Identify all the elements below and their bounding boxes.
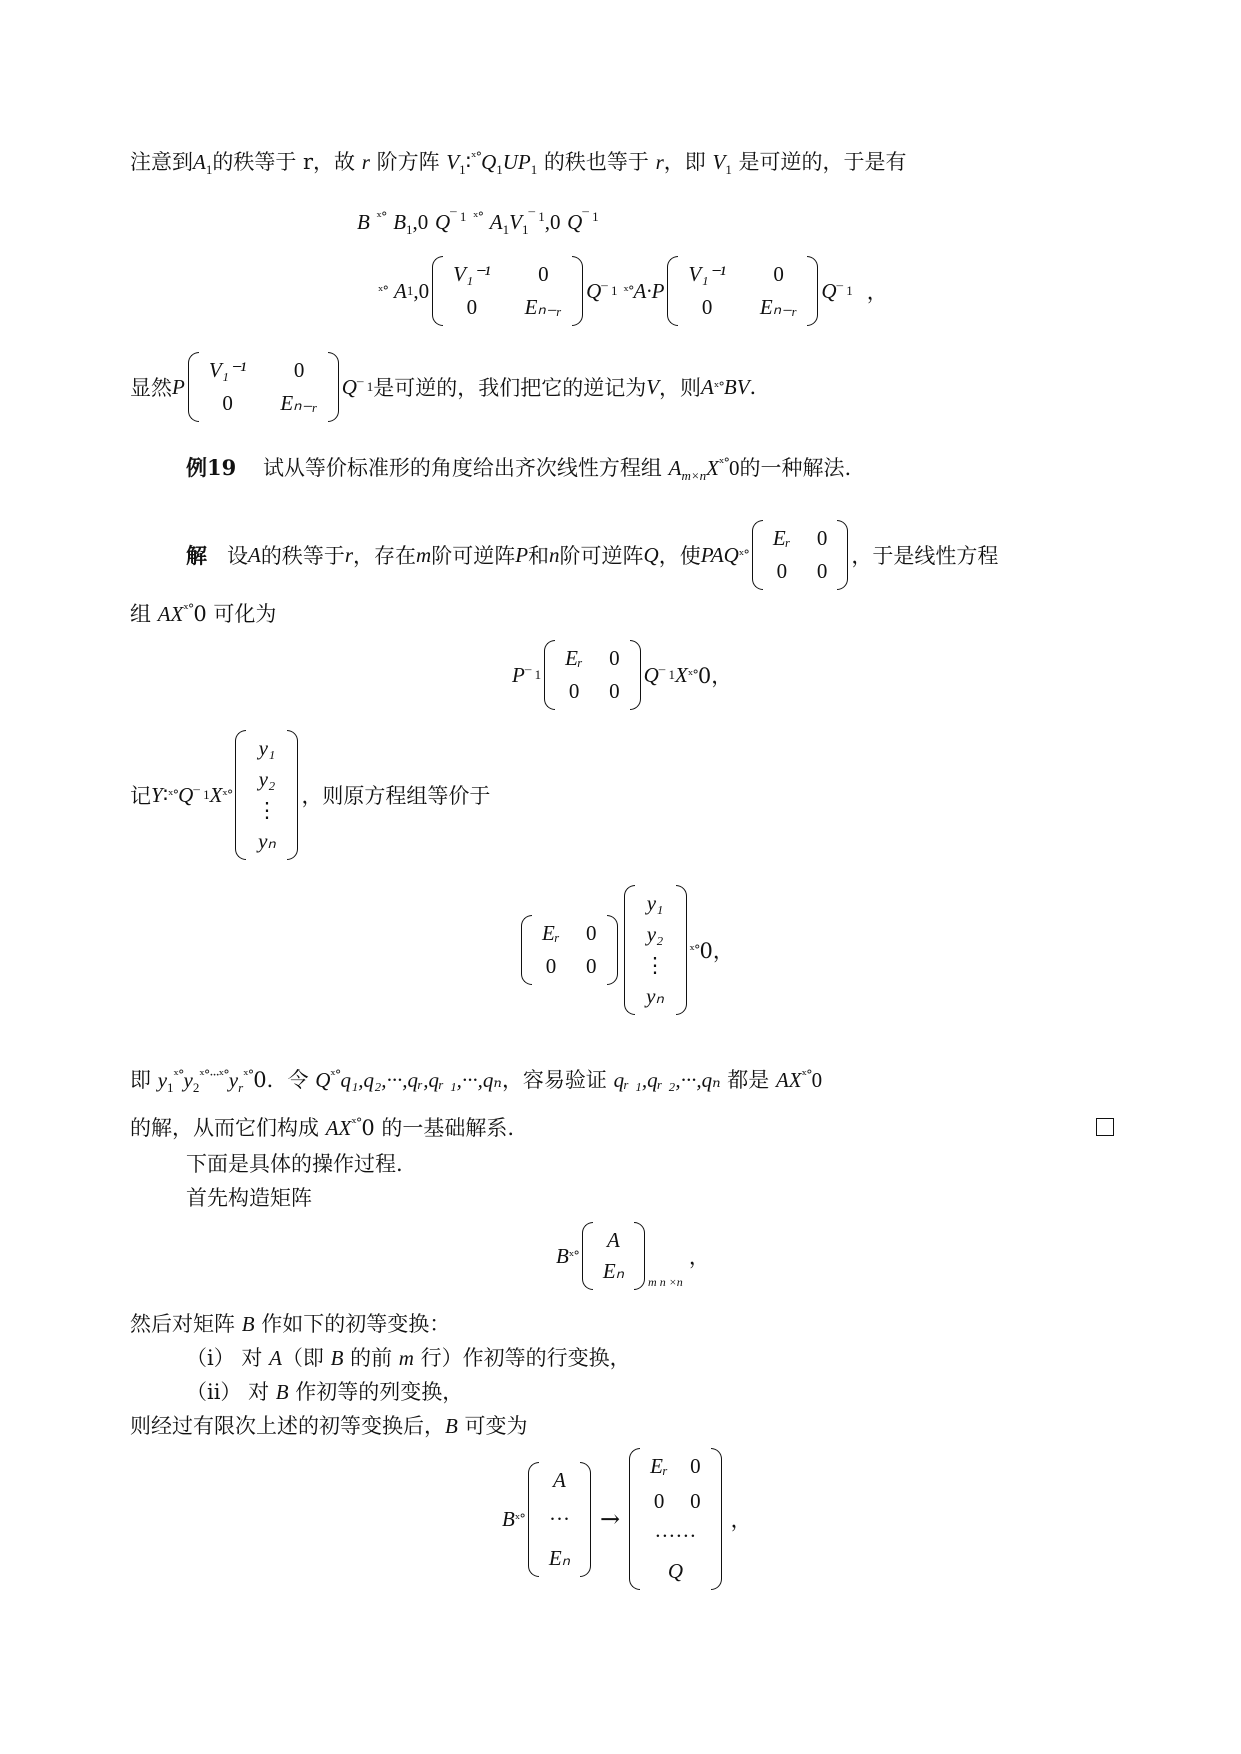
math-y: y: [183, 1068, 193, 1092]
math-P: P: [512, 662, 525, 687]
matrix: [752, 520, 849, 590]
subscript: m n ×n: [648, 1275, 683, 1289]
math-AX: AX: [775, 1068, 802, 1092]
paragraph-line-17: [186, 1376, 463, 1406]
math-X: X: [209, 782, 223, 807]
solution-line: [186, 520, 998, 590]
paragraph-line-8: 记 Y ∶ ˣ° Q ¯ 1 X ˣ° y₁ y₂ ⋮ yₙ ，则原方程组等价于: [130, 730, 490, 860]
math-PAQ: PAQ: [700, 542, 739, 567]
text: 阶可逆阵: [559, 544, 644, 568]
math-B: B: [393, 210, 407, 234]
text: 则经过有限次上述的初等变换后，: [130, 1414, 445, 1438]
matrix-cell: 0: [545, 954, 557, 978]
matrix-cell: 0: [776, 559, 788, 583]
vector-cell: y₁: [646, 891, 664, 915]
column-vector: [582, 1222, 645, 1290]
math-B: B: [556, 1243, 569, 1268]
matrix-cell: 0: [773, 262, 784, 286]
text: 行）作初等的行变换，: [413, 1346, 631, 1370]
text: 阶方阵: [369, 150, 447, 174]
matrix-cell: Q: [667, 1559, 683, 1583]
matrix: [432, 256, 583, 326]
equals-glyph: ˣ°: [801, 1068, 812, 1083]
math-Y: Y: [151, 782, 163, 807]
text: 注意到: [130, 150, 193, 174]
matrix-cell: 0: [690, 1489, 701, 1513]
text: 显然: [130, 376, 172, 400]
math-A: A: [193, 150, 206, 174]
text: 0: [728, 456, 740, 480]
matrix-cell: 0: [568, 679, 580, 703]
column-vector: [624, 885, 687, 1015]
math-V: V: [446, 150, 460, 174]
matrix: [629, 1448, 722, 1590]
equals-glyph: ˣ°: [738, 547, 749, 563]
text: ,0: [544, 210, 561, 234]
qed-square: [1096, 1118, 1114, 1136]
matrix-cell: Eᵣ: [565, 646, 584, 670]
matrix-cell: ······: [654, 1524, 697, 1548]
math-A: A: [394, 278, 407, 303]
matrix: [667, 256, 818, 326]
math-AX: AX: [325, 1116, 352, 1140]
math-A: A: [269, 1346, 282, 1370]
math-Q: Q: [434, 210, 451, 234]
column-vector: [528, 1462, 591, 1577]
equals-glyph: ˣ°···: [199, 1068, 219, 1083]
equals-glyph: ˣ°: [183, 602, 194, 617]
math-r: r: [344, 542, 354, 567]
math-q-list: qᵣ ₁,qᵣ ₂,···,qₙ: [613, 1068, 721, 1092]
text: 组: [130, 602, 158, 626]
math-Q: Q: [178, 782, 194, 807]
equation-14: [556, 1222, 710, 1290]
text: 设: [227, 544, 249, 568]
math-X: X: [675, 662, 688, 687]
equals-glyph: ˣ°: [689, 942, 700, 958]
paragraph-line-12: 下面是具体的操作过程.: [186, 1152, 403, 1176]
matrix-cell: 0: [690, 1454, 701, 1478]
text: 然后对矩阵: [130, 1312, 242, 1336]
equation-19: [502, 1448, 752, 1590]
subscript: m×n: [681, 468, 707, 484]
text: ，容易验证: [501, 1068, 614, 1092]
paragraph-line-10: [130, 1064, 822, 1094]
vector-cell: A: [607, 1228, 620, 1252]
subscript: 1: [496, 162, 503, 178]
superscript: ¯ 1: [528, 209, 545, 224]
equals-glyph: ˣ°: [687, 667, 698, 683]
paragraph-line-6: [130, 598, 276, 628]
comma: ，: [730, 1508, 752, 1532]
equals-glyph: ˣ°: [330, 1068, 341, 1083]
math-V: V: [509, 210, 522, 234]
math-X: X: [706, 456, 719, 480]
text: .: [749, 375, 757, 399]
right-arrow-icon: →: [600, 1505, 621, 1533]
equation-B-line-2: ˣ° A 1 ,0 V₁⁻¹ 0 0 Eₙ₋ᵣ Q ¯ 1 ˣ° A ·P V₁⁻¹ 0 0 Eₙ₋ᵣ Q ¯ 1 ，: [378, 256, 888, 326]
equals-glyph: ˣ°: [351, 1116, 362, 1131]
math-B: B: [241, 1312, 255, 1336]
matrix-cell: Eᵣ: [542, 921, 560, 945]
subscript: 1: [530, 162, 538, 178]
text: 0 可化为: [193, 602, 277, 626]
math-Q: Q: [341, 374, 357, 399]
text: 作初等的列变换，: [288, 1380, 464, 1404]
text: 是可逆的，我们把它的逆记为: [373, 376, 647, 400]
text: 阶可逆阵: [431, 544, 516, 568]
subscript: 1: [205, 162, 213, 178]
math-P: ·P: [646, 278, 665, 303]
equals-glyph: ˣ°: [378, 283, 389, 299]
solution-label: 解: [186, 543, 207, 568]
vector-cell: ⋮: [644, 953, 666, 977]
text: ，则: [659, 376, 702, 400]
equals-glyph: ˣ°: [376, 210, 387, 225]
paragraph-line-16: [186, 1342, 631, 1372]
math-Q: Q: [567, 210, 583, 234]
matrix-cell: Eₙ₋ᵣ: [280, 391, 318, 415]
text: 的秩等于: [260, 544, 345, 568]
matrix-cell: V₁⁻¹: [453, 262, 491, 286]
comma: ，: [688, 1245, 710, 1269]
equals-glyph: ˣ°: [713, 379, 724, 395]
equals-glyph: ˣ°: [218, 1068, 229, 1083]
matrix-cell: V₁⁻¹: [208, 358, 247, 382]
math-m: m: [398, 1346, 414, 1370]
text: ，使: [658, 544, 701, 568]
subscript: r: [238, 1080, 244, 1096]
superscript: ¯ 1: [582, 209, 599, 224]
subscript: 1: [502, 222, 510, 238]
math-B: B: [275, 1380, 289, 1404]
vector-cell: yₙ: [258, 829, 276, 853]
math-q-list: q₁,q₂,···,qᵣ,qᵣ ₁,···,qₙ: [340, 1068, 502, 1092]
matrix: [544, 640, 641, 710]
vector-cell: Eₙ: [602, 1259, 625, 1283]
text: 0 的一基础解系.: [361, 1116, 515, 1140]
vector-cell: A: [553, 1467, 566, 1492]
matrix-cell: 0: [816, 559, 828, 583]
math-y: y: [228, 1068, 239, 1092]
text: 试从等价标准形的角度给出齐次线性方程组: [262, 456, 669, 480]
math-y: y: [157, 1068, 168, 1092]
subscript: 1: [725, 162, 732, 178]
text: 和: [528, 544, 550, 568]
subscript: 1: [459, 162, 466, 178]
matrix-cell: 0: [609, 646, 620, 670]
text: （i） 对: [186, 1346, 270, 1370]
equals-glyph: ˣ°: [514, 1511, 525, 1527]
vector-cell: ···: [548, 1506, 570, 1531]
math-n: n: [549, 542, 560, 567]
text: 的前: [343, 1346, 399, 1370]
math-BV: BV: [723, 374, 750, 399]
matrix-cell: 0: [293, 358, 305, 382]
example-label: 例19: [186, 455, 237, 480]
math-r: r: [655, 150, 664, 174]
matrix-cell: 0: [222, 391, 233, 415]
paragraph-line-15: [130, 1308, 450, 1338]
matrix-cell: V₁⁻¹: [688, 262, 726, 286]
math-UP: UP: [502, 150, 531, 174]
text: ，于是线性方程: [851, 544, 999, 568]
math-V: V: [712, 150, 726, 174]
matrix-cell: 0: [816, 526, 828, 550]
math-Q: Q: [586, 278, 602, 303]
equation-B-line-1: [357, 209, 599, 238]
math-B: B: [357, 210, 370, 234]
matrix: [521, 915, 618, 985]
matrix-cell: 0: [586, 921, 597, 945]
text: 0: [811, 1068, 823, 1092]
text: 的秩也等于: [537, 150, 656, 174]
matrix-cell: Eₙ₋ᵣ: [524, 295, 563, 319]
math-Q: Q: [643, 542, 659, 567]
math-Q: Q: [821, 278, 837, 303]
matrix-cell: 0: [609, 679, 620, 703]
equation-9: [518, 885, 734, 1015]
equals-glyph: ˣ°: [222, 787, 233, 803]
text: 是可逆的，于是有: [731, 150, 907, 174]
subscript: 1: [167, 1080, 174, 1096]
equals-glyph: ˣ°: [243, 1068, 254, 1083]
colon: ∶: [162, 783, 169, 807]
equation-7: P ¯ 1 Eᵣ 0 0 0 Q ¯ 1 X ˣ° 0，: [512, 640, 732, 710]
text: 记: [130, 784, 151, 808]
text: 即: [130, 1068, 158, 1092]
column-vector: [235, 730, 298, 860]
math-A: A: [489, 210, 503, 234]
text: （ii） 对: [186, 1380, 276, 1404]
text: 0，: [697, 664, 733, 688]
vector-cell: y₁: [258, 736, 276, 760]
vector-cell: y₂: [258, 767, 276, 791]
superscript: ¯ 1: [450, 209, 467, 224]
text: 都是: [720, 1068, 776, 1092]
math-A: A: [248, 542, 261, 567]
text: 0．令: [253, 1068, 316, 1092]
text: （即: [281, 1346, 331, 1370]
math-Q: Q: [315, 1068, 331, 1092]
math-B: B: [330, 1346, 344, 1370]
subscript: 1: [521, 222, 529, 238]
text: 的一种解法.: [739, 456, 852, 480]
matrix-cell: Eₙ₋ᵣ: [759, 295, 798, 319]
matrix: [188, 352, 339, 422]
paragraph-line-11: [130, 1112, 514, 1142]
math-Q: Q: [643, 662, 659, 687]
matrix-cell: 0: [586, 954, 597, 978]
text: ，即: [663, 150, 713, 174]
text: ，则原方程组等价于: [301, 784, 491, 808]
colon: ∶: [465, 150, 472, 174]
math-Q: Q: [481, 150, 497, 174]
text: 的秩等于 r，故: [212, 150, 362, 174]
text: 0，: [699, 939, 734, 963]
equals-glyph: ˣ°: [623, 283, 634, 299]
matrix-cell: 0: [701, 295, 713, 319]
math-A: A: [701, 374, 714, 399]
equals-glyph: ˣ°: [473, 210, 484, 225]
vector-cell: yₙ: [646, 984, 664, 1008]
math-B: B: [445, 1414, 458, 1438]
math-r: r: [361, 150, 370, 174]
math-AX: AX: [157, 602, 184, 626]
text: 的解，从而它们构成: [130, 1116, 326, 1140]
matrix-cell: Eᵣ: [772, 526, 791, 550]
equals-glyph: ˣ°: [168, 787, 179, 803]
equals-glyph: ˣ°: [173, 1068, 184, 1083]
math-P: P: [515, 542, 529, 567]
comma: ，: [866, 280, 888, 304]
equals-glyph: ˣ°: [718, 456, 729, 471]
math-P: P: [172, 374, 185, 399]
paragraph-line-13: 首先构造矩阵: [186, 1186, 312, 1210]
equals-glyph: ˣ°: [471, 150, 482, 165]
subscript: 2: [192, 1080, 200, 1096]
subscript: 1: [406, 222, 413, 238]
example-19: [186, 452, 851, 482]
matrix-cell: 0: [466, 295, 478, 319]
text: 作如下的初等变换：: [254, 1312, 451, 1336]
paragraph-line-3: 显然 P V₁⁻¹ 0 0 Eₙ₋ᵣ Q ¯ 1 是可逆的，我们把它的逆记为 V ，则 A ˣ° BV .: [130, 352, 756, 422]
math-V: V: [646, 374, 660, 399]
text: 可变为: [457, 1414, 528, 1438]
equals-glyph: ˣ°: [568, 1248, 579, 1264]
matrix-cell: Eᵣ: [650, 1454, 669, 1478]
math-A: A: [633, 278, 647, 303]
paragraph-line-18: [130, 1410, 528, 1440]
paragraph-line-1: [130, 146, 907, 176]
text: ,0: [413, 278, 430, 303]
text: ，存在: [353, 544, 417, 568]
math-m: m: [416, 542, 432, 567]
vector-cell: ⋮: [256, 798, 278, 822]
vector-cell: Eₙ: [548, 1545, 571, 1570]
text: ,0: [412, 210, 429, 234]
math-B: B: [502, 1506, 515, 1531]
math-A: A: [668, 456, 682, 480]
vector-cell: y₂: [646, 922, 664, 946]
matrix-cell: 0: [653, 1489, 665, 1513]
matrix-cell: 0: [538, 262, 549, 286]
